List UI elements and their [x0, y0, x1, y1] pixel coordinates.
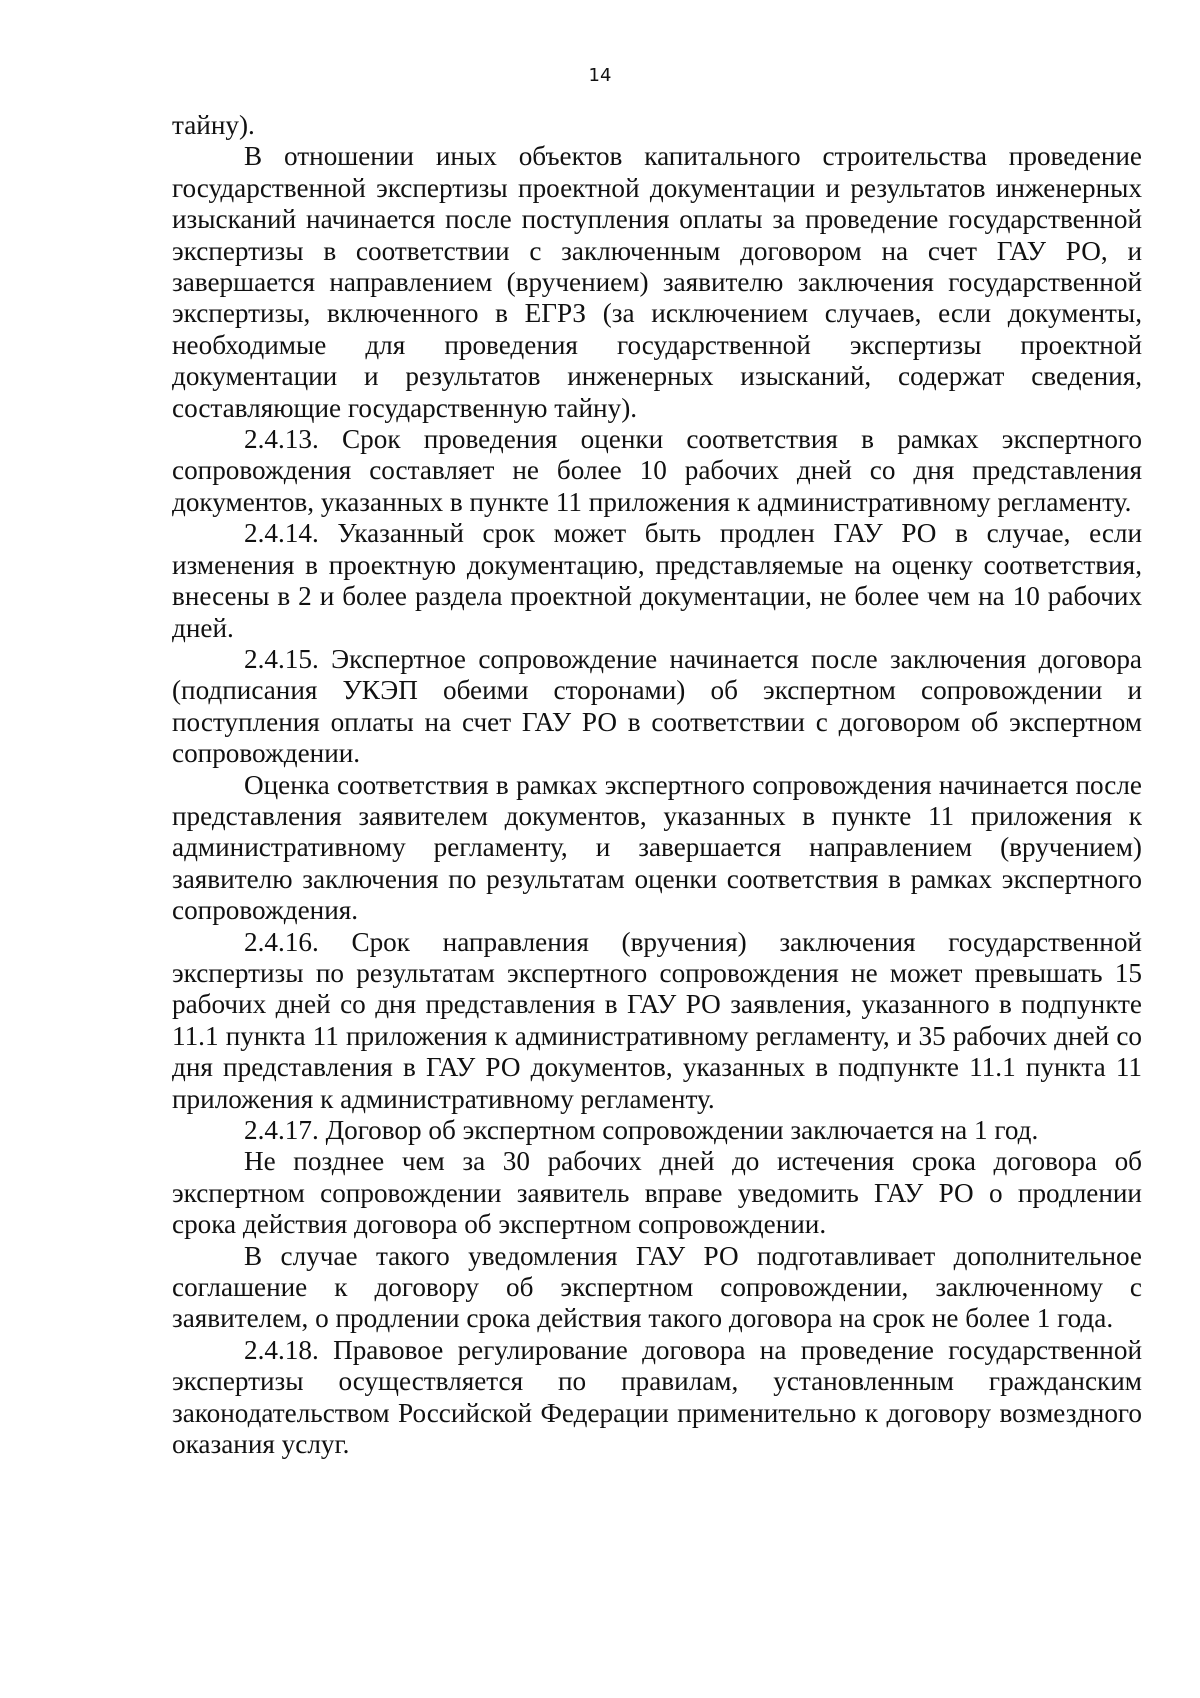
paragraph-2-4-18: 2.4.18. Правовое регулирование договора на проведение государственной экспертизы осуществляется по правилам, установленным гражданским законодательством Российской Федерации применительно к договору возмездного оказания услуг. [172, 1334, 1142, 1460]
paragraph-other-objects: В отношении иных объектов капитального строительства проведение государственной экспертизы проектной документации и результатов инженерных изысканий начинается после поступления оплаты за проведение государственной экспертизы в соответствии с заключенным договором на счет ГАУ РО, и завершается направлением (вручением) заявителю заключения государственной экспертизы, включенного в ЕГРЗ (за исключением случаев, если документы, необходимые для проведения государственной экспертизы проектной документации и результатов инженерных изысканий, содержат сведения, составляющие государственную тайну). [172, 141, 1142, 423]
paragraph-2-4-13: 2.4.13. Срок проведения оценки соответствия в рамках экспертного сопровождения составляет не более 10 рабочих дней со дня представления документов, указанных в пункте 11 приложения к административному регламенту. [172, 424, 1142, 517]
paragraph-continuation: тайну). [172, 110, 255, 140]
paragraph-2-4-16: 2.4.16. Срок направления (вручения) заключения государственной экспертизы по результатам экспертного сопровождения не может превышать 15 рабочих дней со дня представления в ГАУ РО заявления, указанного в подпункте 11.1 пункта 11 приложения к административному регламенту, и 35 рабочих дней со дня представления в ГАУ РО документов, указанных в подпункте 11.1 пункта 11 приложения к административному регламенту. [172, 926, 1142, 1114]
paragraph-conformity-assessment: Оценка соответствия в рамках экспертного сопровождения начинается после представления заявителем документов, указанных в пункте 11 приложения к административному регламенту, и завершается направлением (вручением) заявителю заключения по результатам оценки соответствия в рамках экспертного сопровождения. [172, 769, 1142, 926]
paragraph-2-4-17: 2.4.17. Договор об экспертном сопровождении заключается на 1 год. [244, 1115, 1039, 1145]
paragraph-additional-agreement: В случае такого уведомления ГАУ РО подготавливает дополнительное соглашение к договору об экспертном сопровождении, заключенному с заявителем, о продлении срока действия такого договора на срок не более 1 года. [172, 1240, 1142, 1334]
paragraph-2-4-14: 2.4.14. Указанный срок может быть продлен ГАУ РО в случае, если изменения в проектную документацию, представляемые на оценку соответствия, внесены в 2 и более раздела проектной документации, не более чем на 10 рабочих дней. [172, 518, 1142, 643]
document-body [172, 110, 1142, 1460]
paragraph-2-4-15: 2.4.15. Экспертное сопровождение начинается после заключения договора (подписания УКЭП обеими сторонами) об экспертном сопровождении и поступления оплаты на счет ГАУ РО в соответствии с договором об экспертном сопровождении. [172, 643, 1142, 769]
paragraph-extension-notice: Не позднее чем за 30 рабочих дней до истечения срока договора об экспертном сопровождении заявитель вправе уведомить ГАУ РО о продлении срока действия договора об экспертном сопровождении. [172, 1146, 1142, 1240]
page-number: 14 [588, 65, 612, 86]
